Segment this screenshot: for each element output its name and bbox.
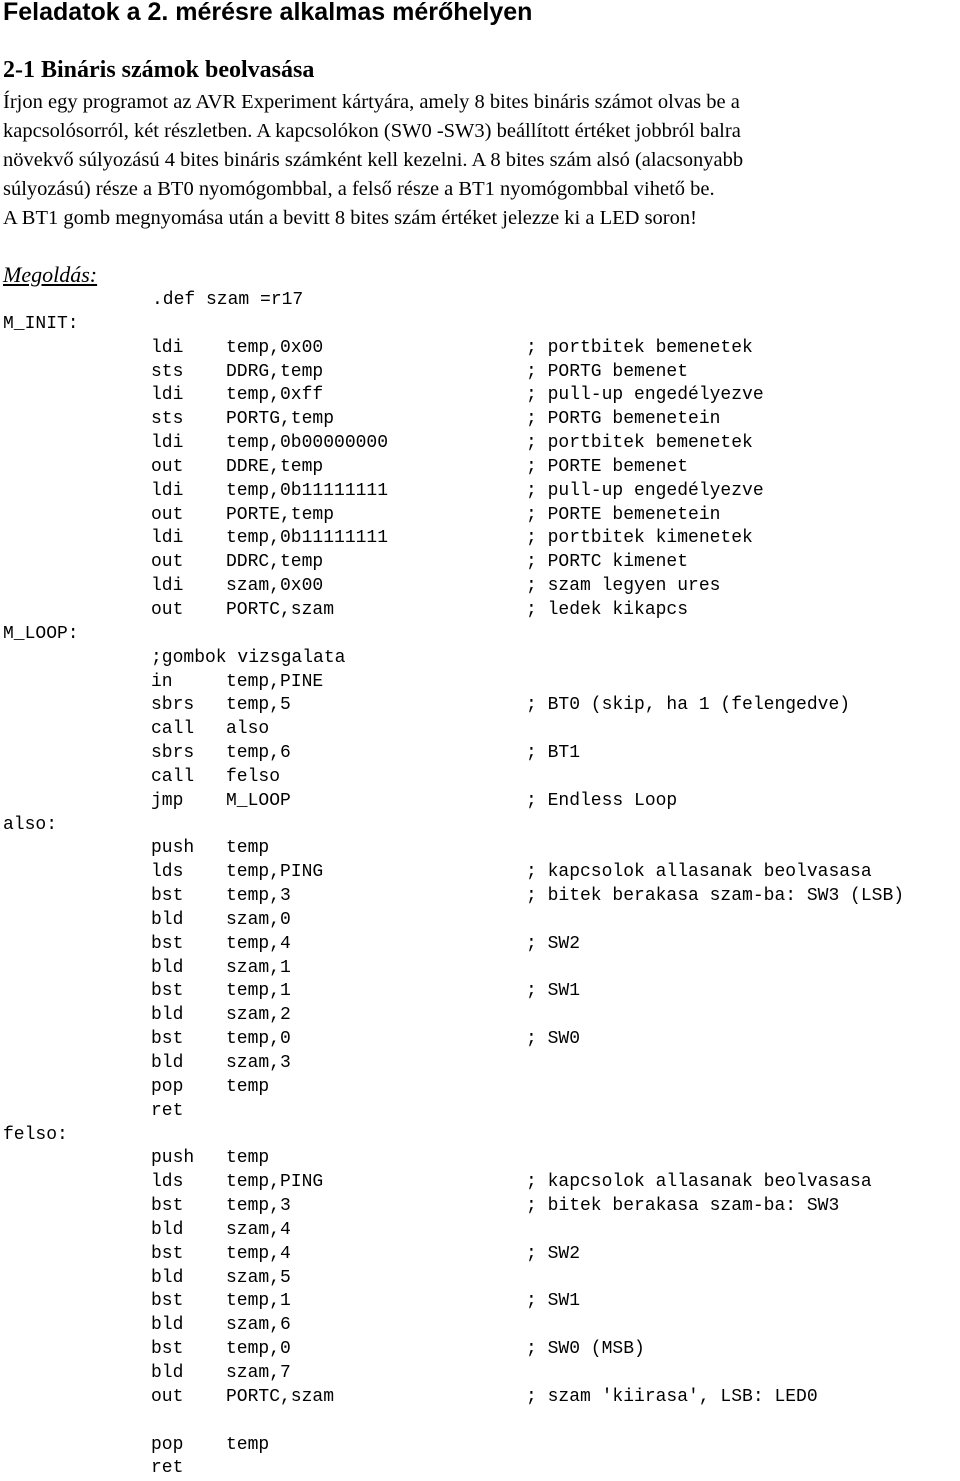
code-opcode: pop — [151, 1434, 184, 1455]
code-operands: PORTC,szam — [226, 1386, 335, 1407]
code-comment: ; portbitek bemenetek — [526, 433, 753, 454]
code-instruction-line — [0, 1338, 960, 1362]
code-opcode: bld — [151, 1315, 184, 1336]
description-line: súlyozású) része a BT0 nyomógombbal, a felső része a BT1 nyomógombbal vihető be. — [3, 178, 715, 200]
code-opcode: out — [151, 1386, 184, 1407]
code-operands: szam,0 — [226, 909, 291, 930]
code-operands: temp — [226, 838, 270, 859]
code-instruction-line — [0, 1434, 960, 1458]
code-instruction-line — [0, 1457, 960, 1481]
code-opcode: bld — [151, 1053, 184, 1073]
code-instruction-line — [0, 766, 960, 790]
code-instruction-line — [0, 504, 960, 528]
code-opcode: lds — [151, 862, 184, 883]
code-operands: temp,0b11111111 — [226, 480, 389, 501]
code-instruction-line — [0, 1171, 960, 1195]
code-instruction-line — [0, 909, 960, 933]
description-line: növekvő súlyozású 4 bites bináris számként kell kezelni. A 8 bites szám alsó (alacsonyabb — [3, 149, 744, 171]
code-listing — [0, 289, 960, 1481]
code-opcode: sbrs — [151, 695, 195, 716]
code-opcode: bld — [151, 1219, 184, 1240]
code-blank-line — [0, 1410, 960, 1434]
code-instruction-line — [0, 1052, 960, 1076]
code-opcode: push — [151, 1148, 195, 1169]
code-operands: szam,2 — [226, 1005, 291, 1026]
code-operands: PORTE,temp — [226, 504, 335, 525]
code-opcode: ldi — [151, 528, 184, 549]
code-opcode: push — [151, 838, 195, 859]
code-operands: felso — [226, 766, 281, 787]
code-operands: temp,0b11111111 — [226, 528, 389, 549]
code-opcode: bst — [151, 1196, 184, 1217]
code-opcode: bst — [151, 886, 184, 907]
page-title: Feladatok a 2. mérésre alkalmas mérőhelyen — [3, 0, 533, 26]
code-opcode: ldi — [151, 337, 184, 358]
code-operands: temp,0xff — [226, 385, 324, 406]
code-instruction-line — [0, 551, 960, 575]
code-comment: ; szam legyen ures — [526, 576, 721, 597]
code-operands: temp — [226, 1434, 270, 1455]
code-instruction-line — [0, 599, 960, 623]
code-operands: temp,1 — [226, 981, 291, 1002]
code-operands: temp,0x00 — [226, 337, 324, 358]
code-label: M_INIT: — [3, 313, 79, 334]
code-operands: M_LOOP — [226, 790, 291, 811]
code-opcode: bld — [151, 957, 184, 978]
code-instruction-line — [0, 432, 960, 456]
code-comment-line — [0, 647, 960, 671]
code-instruction-line — [0, 408, 960, 432]
code-instruction-line — [0, 1290, 960, 1314]
code-comment: ; SW0 (MSB) — [526, 1339, 645, 1360]
code-instruction-line — [0, 1028, 960, 1052]
code-comment: ; Endless Loop — [526, 790, 678, 811]
code-instruction-line — [0, 861, 960, 885]
code-opcode: out — [151, 504, 184, 525]
code-operands: temp,PING — [226, 1172, 324, 1193]
code-operands: szam,5 — [226, 1267, 291, 1288]
code-directive: .def szam =r17 — [152, 290, 304, 310]
code-operands: szam,4 — [226, 1219, 291, 1240]
code-opcode: out — [151, 599, 184, 620]
code-operands: szam,0x00 — [226, 576, 324, 597]
code-instruction-line — [0, 1004, 960, 1028]
code-label-line — [0, 1124, 960, 1148]
solution-heading: Megoldás: — [3, 262, 98, 287]
code-comment: ; portbitek kimenetek — [526, 528, 753, 549]
code-comment: ; szam 'kiirasa', LSB: LED0 — [526, 1386, 818, 1407]
code-opcode: call — [151, 719, 195, 740]
description-line: kapcsolósorról, két részletben. A kapcsolókon (SW0 -SW3) beállított értéket jobbról balra — [3, 120, 741, 142]
code-comment: ; kapcsolok allasanak beolvasasa — [526, 1172, 872, 1193]
code-operands: DDRE,temp — [226, 456, 324, 477]
code-operands: temp,4 — [226, 1243, 291, 1264]
code-directive-line — [0, 289, 960, 313]
code-opcode: pop — [151, 1076, 184, 1097]
code-instruction-line — [0, 1362, 960, 1386]
code-operands: szam,3 — [226, 1053, 291, 1073]
code-opcode: ldi — [151, 385, 184, 406]
code-instruction-line — [0, 480, 960, 504]
code-instruction-line — [0, 957, 960, 981]
code-comment: ; pull-up engedélyezve — [526, 480, 764, 501]
code-instruction-line — [0, 575, 960, 599]
code-instruction-line — [0, 837, 960, 861]
code-operands: DDRG,temp — [226, 361, 324, 382]
code-label: M_LOOP: — [3, 623, 79, 644]
code-opcode: bld — [151, 909, 184, 930]
code-operands: temp,0 — [226, 1029, 291, 1050]
code-instruction-line — [0, 742, 960, 766]
code-operands: szam,6 — [226, 1315, 291, 1336]
code-opcode: ldi — [151, 576, 184, 597]
code-instruction-line — [0, 384, 960, 408]
code-opcode: sts — [151, 409, 184, 430]
code-comment: ; PORTE bemenetein — [526, 504, 721, 525]
code-operands: PORTG,temp — [226, 409, 335, 430]
code-comment: ; bitek berakasa szam-ba: SW3 (LSB) — [526, 886, 905, 907]
code-opcode: bst — [151, 1029, 184, 1050]
code-instruction-line — [0, 456, 960, 480]
code-opcode: bst — [151, 1339, 184, 1360]
code-instruction-line — [0, 1267, 960, 1291]
code-comment: ; ledek kikapcs — [526, 599, 689, 620]
code-comment: ; PORTE bemenet — [526, 456, 689, 477]
code-opcode: jmp — [151, 790, 184, 811]
code-label-line — [0, 313, 960, 337]
code-operands: temp,PING — [226, 862, 324, 883]
code-opcode: bst — [151, 1291, 184, 1312]
code-opcode: out — [151, 552, 184, 573]
code-operands: PORTC,szam — [226, 599, 335, 620]
code-opcode: ret — [151, 1458, 184, 1479]
code-comment: ; BT0 (skip, ha 1 (felengedve) — [526, 695, 851, 716]
code-opcode: call — [151, 766, 195, 787]
code-label-line — [0, 814, 960, 838]
code-operands: temp,0 — [226, 1339, 291, 1360]
code-instruction-line — [0, 361, 960, 385]
code-operands: DDRC,temp — [226, 552, 324, 573]
code-opcode: ldi — [151, 480, 184, 501]
code-instruction-line — [0, 718, 960, 742]
code-comment: ; bitek berakasa szam-ba: SW3 — [526, 1196, 840, 1217]
code-comment: ; SW1 — [526, 1291, 581, 1312]
code-instruction-line — [0, 1243, 960, 1267]
code-comment: ;gombok vizsgalata — [151, 647, 346, 668]
code-opcode: bst — [151, 981, 184, 1002]
code-opcode: bst — [151, 933, 184, 954]
code-operands: temp,PINE — [226, 671, 324, 692]
code-opcode: ldi — [151, 433, 184, 454]
code-operands: also — [226, 719, 270, 740]
code-instruction-line — [0, 1386, 960, 1410]
code-opcode: in — [151, 671, 173, 692]
code-instruction-line — [0, 790, 960, 814]
code-comment: ; PORTG bemenet — [526, 361, 689, 382]
code-operands: temp,4 — [226, 933, 291, 954]
code-instruction-line — [0, 1219, 960, 1243]
code-operands: szam,1 — [226, 957, 291, 978]
code-opcode: sts — [151, 361, 184, 382]
code-instruction-line — [0, 694, 960, 718]
code-comment: ; kapcsolok allasanak beolvasasa — [526, 862, 872, 883]
code-comment: ; SW2 — [526, 933, 581, 954]
code-comment: ; SW1 — [526, 981, 581, 1002]
description-line: Írjon egy programot az AVR Experiment kártyára, amely 8 bites bináris számot olvas be a — [3, 91, 740, 113]
code-instruction-line — [0, 1076, 960, 1100]
code-instruction-line — [0, 1100, 960, 1124]
code-operands: temp — [226, 1148, 270, 1169]
description-line: A BT1 gomb megnyomása után a bevitt 8 bites szám értéket jelezze ki a LED soron! — [3, 207, 697, 229]
code-opcode: ret — [151, 1100, 184, 1121]
code-instruction-line — [0, 527, 960, 551]
code-label: also: — [3, 814, 58, 835]
code-comment: ; SW2 — [526, 1243, 581, 1264]
code-operands: temp — [226, 1076, 270, 1097]
code-operands: temp,1 — [226, 1291, 291, 1312]
code-opcode: lds — [151, 1172, 184, 1193]
task-description — [3, 88, 743, 233]
code-opcode: bld — [151, 1362, 184, 1383]
code-operands: temp,5 — [226, 695, 291, 716]
code-comment: ; SW0 — [526, 1029, 581, 1050]
code-operands: temp,6 — [226, 743, 291, 764]
section-title: 2-1 Bináris számok beolvasása — [3, 57, 315, 83]
code-instruction-line — [0, 337, 960, 361]
code-operands: temp,0b00000000 — [226, 433, 389, 454]
code-comment: ; BT1 — [526, 743, 581, 764]
code-label-line — [0, 623, 960, 647]
code-instruction-line — [0, 1147, 960, 1171]
code-instruction-line — [0, 885, 960, 909]
code-opcode: bst — [151, 1243, 184, 1264]
code-comment: ; portbitek bemenetek — [526, 337, 753, 358]
code-instruction-line — [0, 671, 960, 695]
code-instruction-line — [0, 1314, 960, 1338]
code-opcode: bld — [151, 1267, 184, 1288]
code-comment: ; PORTG bemenetein — [526, 409, 721, 430]
code-comment: ; PORTC kimenet — [526, 552, 689, 573]
code-operands: temp,3 — [226, 1196, 291, 1217]
code-instruction-line — [0, 1195, 960, 1219]
code-opcode: sbrs — [151, 743, 195, 764]
code-operands: temp,3 — [226, 886, 291, 907]
code-comment: ; pull-up engedélyezve — [526, 385, 764, 406]
code-instruction-line — [0, 933, 960, 957]
code-operands: szam,7 — [226, 1362, 291, 1383]
code-opcode: bld — [151, 1005, 184, 1026]
code-opcode: out — [151, 456, 184, 477]
code-label: felso: — [3, 1124, 68, 1145]
code-instruction-line — [0, 980, 960, 1004]
